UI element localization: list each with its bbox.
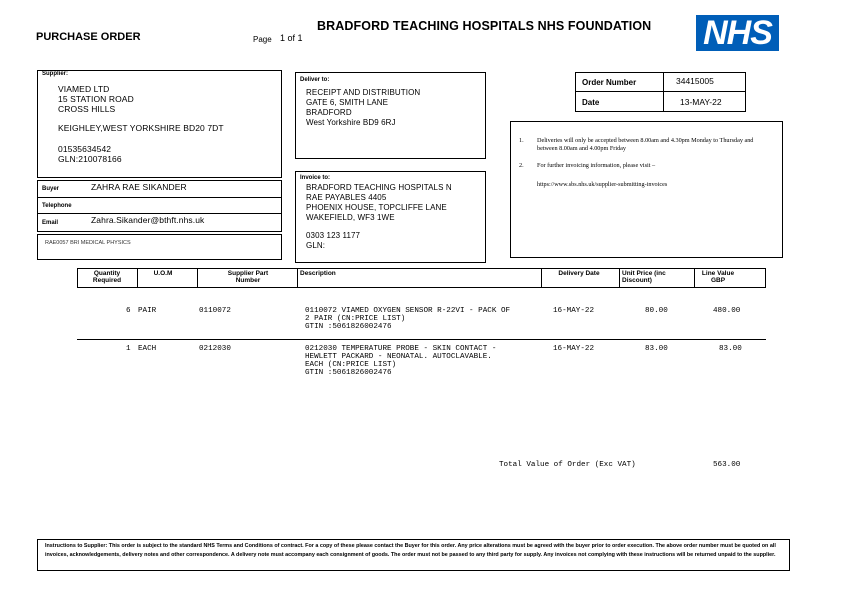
deliver-to-address: RECEIPT AND DISTRIBUTION GATE 6, SMITH LANE BRADFORD West Yorkshire BD9 6RJ bbox=[306, 88, 421, 127]
buyer-name: ZAHRA RAE SIKANDER bbox=[91, 182, 187, 192]
row-1-description: 0110072 VIAMED OXYGEN SENSOR R-22VI - PACK OF 2 PAIR (CN:PRICE LIST) GTIN :5061826002476 bbox=[305, 307, 511, 331]
email-value[interactable]: Zahra.Sikander@bthft.nhs.uk bbox=[91, 215, 205, 225]
invoice-to-label: Invoice to: bbox=[300, 175, 331, 181]
page-number: 1 of 1 bbox=[280, 33, 303, 43]
order-date-label: Date bbox=[582, 98, 600, 107]
header-uom: U.O.M bbox=[153, 270, 173, 277]
document-title: PURCHASE ORDER bbox=[36, 31, 141, 43]
buyer-label: Buyer bbox=[42, 186, 60, 192]
row-divider bbox=[77, 339, 766, 340]
row-1-line-value: 480.00 bbox=[713, 307, 741, 315]
row-1-delivery-date: 16-MAY-22 bbox=[553, 307, 595, 315]
invoice-to-address: BRADFORD TEACHING HOSPITALS N RAE PAYABLES 4405 PHOENIX HOUSE, TOPCLIFFE LANE WAKEFIELD, WF3 1WE 0303 123 1177 GLN: bbox=[306, 183, 452, 250]
note-2-text: For further invoicing information, please visit – bbox=[537, 162, 656, 169]
row-2-part-number: 0212030 bbox=[199, 345, 231, 353]
order-number: 34415005 bbox=[676, 76, 714, 86]
header-part-number: Supplier Part Number bbox=[227, 270, 269, 284]
supplier-address: VIAMED LTD 15 STATION ROAD CROSS HILLS KEIGHLEY,WEST YORKSHIRE BD20 7DT 01535634542 GLN:210078166 bbox=[58, 84, 224, 164]
organisation-name: BRADFORD TEACHING HOSPITALS NHS FOUNDATION bbox=[317, 19, 652, 33]
email-label: Email bbox=[42, 220, 59, 226]
row-1-uom: PAIR bbox=[138, 307, 157, 315]
row-1-part-number: 0110072 bbox=[199, 307, 231, 315]
instructions-text: Instructions to Supplier: This order is subject to the standard NHS Terms and Conditions of contract. For a copy of these please contact the Buyer for this order. Any price alterations must be agreed with the buyer prior to order execution. The above order number must be quoted on all invoices, acknowledgements, delivery notes and other correspondence. A delivery note must accompany each consignment of goods. The order must not be passed to any third party for supply. Any invoices not complying with these instructions will be returned unpaid to the supplier. bbox=[45, 543, 776, 558]
header-delivery-date: Delivery Date bbox=[558, 270, 600, 277]
row-2-description: 0212030 TEMPERATURE PROBE - SKIN CONTACT - HEWLETT PACKARD - NEONATAL. AUTOCLAVABLE. EACH (CN:PRICE LIST) GTIN :5061826002476 bbox=[305, 345, 497, 377]
page-label: Page bbox=[253, 35, 272, 44]
header-quantity: Quantity Required bbox=[92, 270, 122, 284]
row-1-unit-price: 80.00 bbox=[645, 307, 668, 315]
header-line-value: Line Value GBP bbox=[701, 270, 735, 284]
row-2-uom: EACH bbox=[138, 345, 157, 353]
row-2-quantity: 1 bbox=[126, 345, 131, 353]
total-value: 563.00 bbox=[713, 461, 741, 469]
invoice-info-link[interactable]: https://www.sbs.nhs.uk/supplier-submitting-invoices bbox=[537, 181, 668, 188]
deliver-to-label: Deliver to: bbox=[300, 77, 330, 83]
order-number-label: Order Number bbox=[582, 78, 637, 87]
header-unit-price: Unit Price (inc Discount) bbox=[622, 270, 666, 284]
nhs-logo: NHS bbox=[696, 15, 779, 51]
note-1-number: 1. bbox=[519, 137, 524, 144]
row-2-delivery-date: 16-MAY-22 bbox=[553, 345, 595, 353]
note-1-text: Deliveries will only be accepted between 8.00am and 4.30pm Monday to Thursday and between 8.00am and 4.00pm Friday bbox=[537, 137, 754, 152]
header-description: Description bbox=[300, 270, 336, 277]
supplier-label: Supplier: bbox=[42, 71, 69, 77]
total-label: Total Value of Order (Exc VAT) bbox=[499, 461, 636, 469]
order-date: 13-MAY-22 bbox=[680, 97, 722, 107]
department-code: RAE0057 BRI MEDICAL PHYSICS bbox=[45, 240, 131, 246]
row-2-unit-price: 83.00 bbox=[645, 345, 668, 353]
note-2-number: 2. bbox=[519, 162, 524, 169]
row-1-quantity: 6 bbox=[126, 307, 131, 315]
telephone-label: Telephone bbox=[42, 203, 72, 209]
department-box bbox=[37, 234, 282, 260]
row-2-line-value: 83.00 bbox=[719, 345, 742, 353]
